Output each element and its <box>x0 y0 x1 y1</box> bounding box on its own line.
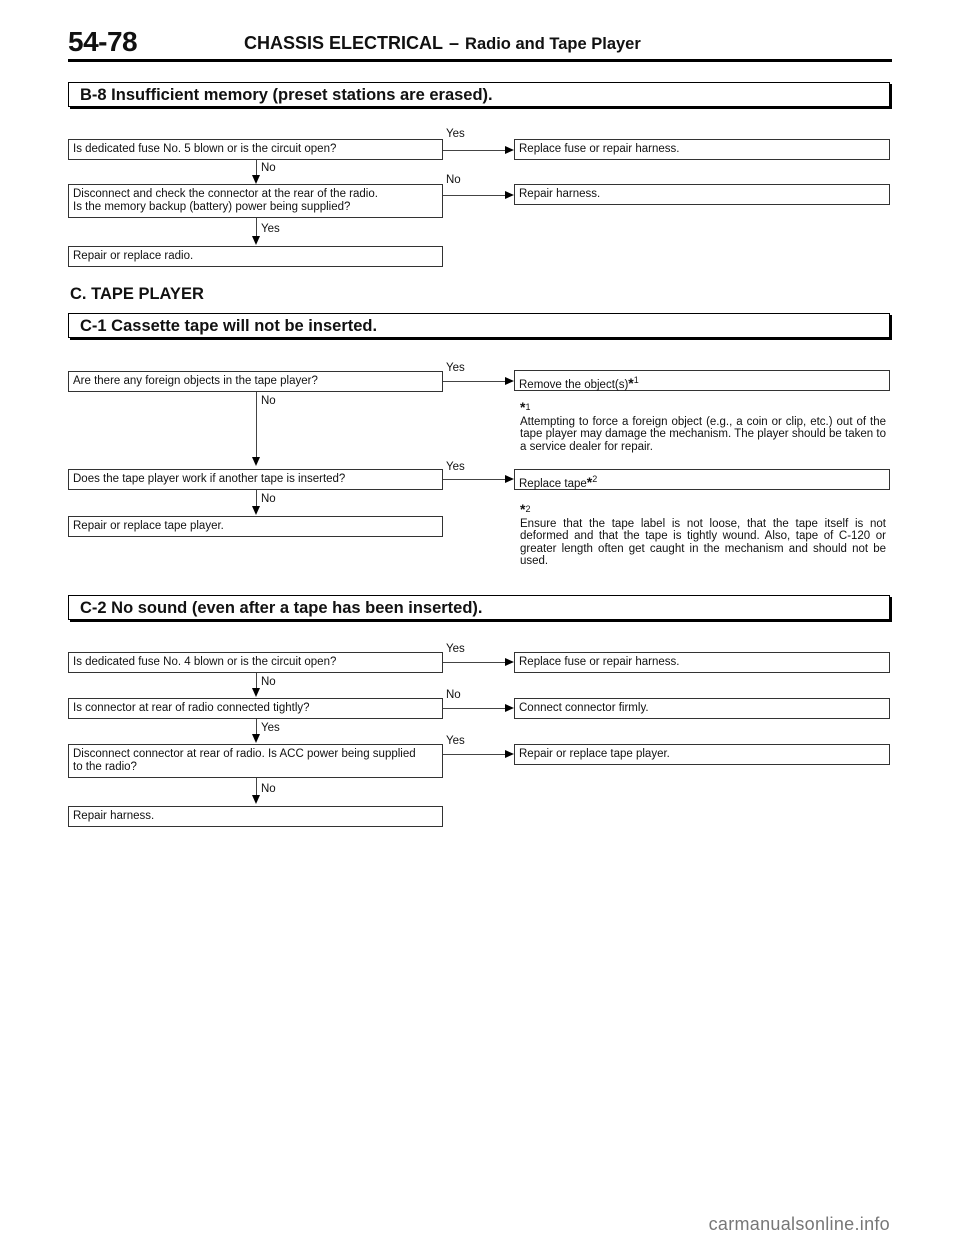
c1-note2-num: 2 <box>525 504 531 514</box>
c2-q3-yes-connector <box>443 754 505 755</box>
c1-q2-yes-connector <box>443 479 505 480</box>
b8-q2-no-label: No <box>446 174 461 186</box>
b8-title: B-8 Insufficient memory (preset stations are erased). <box>68 82 890 107</box>
header-rule <box>68 59 892 62</box>
c2-q3-line2: to the radio? <box>73 761 137 773</box>
c2-q1-box: Is dedicated fuse No. 4 blown or is the circuit open? <box>68 652 443 673</box>
c2-q1-no-arrow <box>252 688 260 697</box>
c1-note1-num: 1 <box>525 402 531 412</box>
c2-q1-yes-connector <box>443 662 505 663</box>
page-number: 54-78 <box>68 26 138 57</box>
c1-note2-star: * <box>520 501 526 517</box>
b8-a1-box: Replace fuse or repair harness. <box>514 139 890 160</box>
c1-q1-yes-arrow <box>505 377 514 385</box>
b8-q1-no-label: No <box>261 162 276 174</box>
section-c-title: C. TAPE PLAYER <box>70 285 204 303</box>
b8-q1-no-connector <box>256 160 257 176</box>
b8-q1-yes-connector <box>443 150 505 151</box>
c2-q3-no-connector <box>256 778 257 796</box>
c2-q1-yes-label: Yes <box>446 643 465 655</box>
b8-a2-box: Repair harness. <box>514 184 890 205</box>
c1-q2-no-label: No <box>261 493 276 505</box>
c2-q3-no-arrow <box>252 795 260 804</box>
c1-q1-yes-label: Yes <box>446 362 465 374</box>
c2-q3-no-label: No <box>261 783 276 795</box>
c1-q1-no-arrow <box>252 457 260 466</box>
c1-a1-text: Remove the object(s) <box>519 378 629 391</box>
c1-q2-no-arrow <box>252 506 260 515</box>
b8-q2-line2: Is the memory backup (battery) power being supplied? <box>73 201 351 213</box>
c2-end-box: Repair harness. <box>68 806 443 827</box>
c2-q2-yes-arrow <box>252 734 260 743</box>
b8-q1-yes-label: Yes <box>446 128 465 140</box>
c1-note2-text: Ensure that the tape label is not loose, that the tape itself is not deformed and that the tape is tightly wound. Also, tape of C-120 or greater length often get caught in the mechanism and should not be used. <box>520 517 886 567</box>
c1-a1-sup: 1 <box>633 375 639 385</box>
c1-end-box: Repair or replace tape player. <box>68 516 443 537</box>
c2-q2-no-arrow <box>505 704 514 712</box>
c1-note1-text: Attempting to force a foreign object (e.g., a coin or clip, etc.) out of the tape player may damage the mechanism. The player should be taken to a service dealer for repair. <box>520 415 886 453</box>
c2-a3-box: Repair or replace tape player. <box>514 744 890 765</box>
c2-a1-box: Replace fuse or repair harness. <box>514 652 890 673</box>
c2-q2-yes-connector <box>256 719 257 735</box>
b8-q1-yes-arrow <box>505 146 514 154</box>
c1-note1-star: * <box>520 399 526 415</box>
c2-q3-yes-arrow <box>505 750 514 758</box>
c1-a2-box <box>514 469 890 490</box>
header-title: CHASSIS ELECTRICAL <box>244 33 444 53</box>
c2-q2-no-label: No <box>446 689 461 701</box>
c1-a2-star: * <box>586 473 593 490</box>
header-dash: – <box>449 33 460 53</box>
c2-a2-box: Connect connector firmly. <box>514 698 890 719</box>
b8-end-box: Repair or replace radio. <box>68 246 443 267</box>
b8-q2-yes-connector <box>256 218 257 236</box>
c2-q2-box: Is connector at rear of radio connected tightly? <box>68 698 443 719</box>
c1-note2 <box>520 503 886 568</box>
b8-q2-yes-label: Yes <box>261 223 280 235</box>
c1-a1-box <box>514 370 890 391</box>
b8-q2-no-connector <box>443 195 505 196</box>
b8-q2-line1: Disconnect and check the connector at the rear of the radio. <box>73 188 378 200</box>
c1-a2-sup: 2 <box>592 474 598 484</box>
c1-q2-no-connector <box>256 490 257 507</box>
c1-q1-yes-connector <box>443 381 505 382</box>
c1-q1-box: Are there any foreign objects in the tape player? <box>68 371 443 392</box>
c2-q2-yes-label: Yes <box>261 722 280 734</box>
watermark: carmanualsonline.info <box>708 1214 890 1234</box>
c2-q3-yes-label: Yes <box>446 735 465 747</box>
page-header <box>244 33 641 54</box>
c2-q2-no-connector <box>443 708 505 709</box>
c1-a2-text: Replace tape <box>519 477 587 490</box>
c2-q3-box <box>68 744 443 778</box>
header-subtitle: Radio and Tape Player <box>465 35 641 53</box>
b8-q2-no-arrow <box>505 191 514 199</box>
b8-q1-no-arrow <box>252 175 260 184</box>
c1-q1-no-connector <box>256 392 257 458</box>
c1-a1-star: * <box>628 374 634 391</box>
c1-title: C-1 Cassette tape will not be inserted. <box>68 313 890 338</box>
c2-q1-yes-arrow <box>505 658 514 666</box>
b8-q2-box <box>68 184 443 218</box>
b8-q2-yes-arrow <box>252 236 260 245</box>
b8-q1-box: Is dedicated fuse No. 5 blown or is the circuit open? <box>68 139 443 160</box>
c1-q2-yes-arrow <box>505 475 514 483</box>
c2-q1-no-connector <box>256 673 257 689</box>
c2-q1-no-label: No <box>261 676 276 688</box>
c1-q2-yes-label: Yes <box>446 461 465 473</box>
c1-q2-box: Does the tape player work if another tape is inserted? <box>68 469 443 490</box>
c2-title: C-2 No sound (even after a tape has been inserted). <box>68 595 890 620</box>
c1-q1-no-label: No <box>261 395 276 407</box>
c2-q3-line1: Disconnect connector at rear of radio. Is ACC power being supplied <box>73 748 416 760</box>
c1-note1 <box>520 401 886 453</box>
